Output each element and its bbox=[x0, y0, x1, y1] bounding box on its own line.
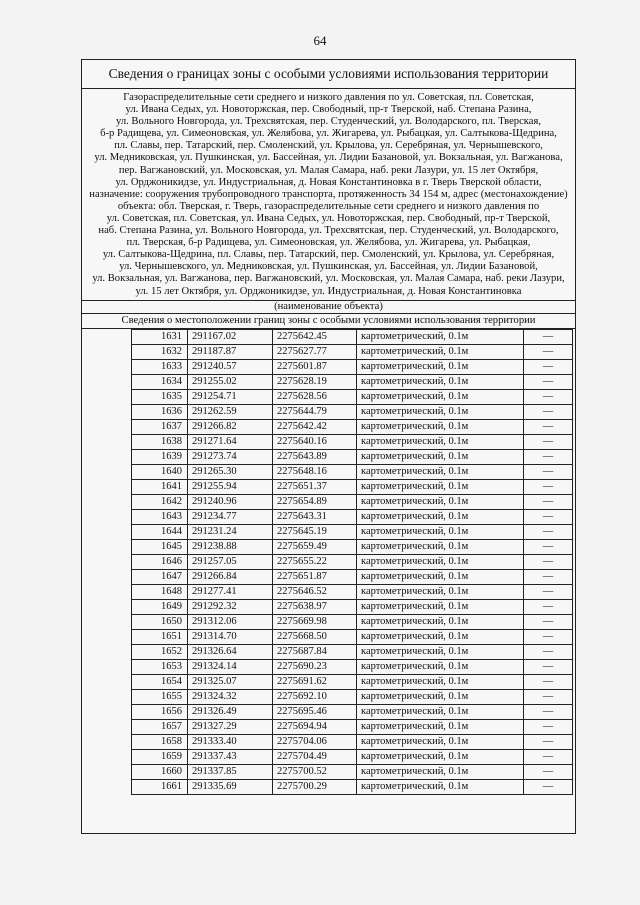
y-coordinate-cell: 2275645.19 bbox=[273, 525, 357, 540]
y-coordinate-cell: 2275640.16 bbox=[273, 435, 357, 450]
method-cell: картометрический, 0.1м bbox=[357, 630, 524, 645]
table-row bbox=[132, 480, 573, 495]
point-number-cell: 1631 bbox=[132, 330, 188, 345]
method-cell: картометрический, 0.1м bbox=[357, 435, 524, 450]
method-cell: картометрический, 0.1м bbox=[357, 360, 524, 375]
y-coordinate-cell: 2275648.16 bbox=[273, 465, 357, 480]
point-number-cell: 1658 bbox=[132, 735, 188, 750]
error-cell: — bbox=[524, 735, 573, 750]
table-row bbox=[132, 555, 573, 570]
y-coordinate-cell: 2275694.94 bbox=[273, 720, 357, 735]
x-coordinate-cell: 291292.32 bbox=[188, 600, 273, 615]
error-cell: — bbox=[524, 375, 573, 390]
coordinates-table bbox=[131, 329, 573, 795]
x-coordinate-cell: 291324.32 bbox=[188, 690, 273, 705]
x-coordinate-cell: 291167.02 bbox=[188, 330, 273, 345]
error-cell: — bbox=[524, 435, 573, 450]
method-cell: картометрический, 0.1м bbox=[357, 375, 524, 390]
point-number-cell: 1632 bbox=[132, 345, 188, 360]
table-row bbox=[132, 420, 573, 435]
y-coordinate-cell: 2275642.42 bbox=[273, 420, 357, 435]
table-row bbox=[132, 450, 573, 465]
error-cell: — bbox=[524, 570, 573, 585]
table-row bbox=[132, 750, 573, 765]
table-row bbox=[132, 465, 573, 480]
table-row bbox=[132, 375, 573, 390]
table-row bbox=[132, 705, 573, 720]
error-cell: — bbox=[524, 345, 573, 360]
error-cell: — bbox=[524, 660, 573, 675]
x-coordinate-cell: 291266.82 bbox=[188, 420, 273, 435]
table-row bbox=[132, 600, 573, 615]
y-coordinate-cell: 2275601.87 bbox=[273, 360, 357, 375]
point-number-cell: 1642 bbox=[132, 495, 188, 510]
point-number-cell: 1651 bbox=[132, 630, 188, 645]
x-coordinate-cell: 291240.57 bbox=[188, 360, 273, 375]
table-row bbox=[132, 330, 573, 345]
error-cell: — bbox=[524, 555, 573, 570]
error-cell: — bbox=[524, 705, 573, 720]
description-line: объекта: обл. Тверская, г. Тверь, газораспределительные сети среднего и низкого давления по bbox=[117, 200, 540, 212]
y-coordinate-cell: 2275659.49 bbox=[273, 540, 357, 555]
table-row bbox=[132, 525, 573, 540]
table-row bbox=[132, 435, 573, 450]
method-cell: картометрический, 0.1м bbox=[357, 555, 524, 570]
y-coordinate-cell: 2275655.22 bbox=[273, 555, 357, 570]
point-number-cell: 1641 bbox=[132, 480, 188, 495]
x-coordinate-cell: 291265.30 bbox=[188, 465, 273, 480]
table-row bbox=[132, 405, 573, 420]
method-cell: картометрический, 0.1м bbox=[357, 495, 524, 510]
y-coordinate-cell: 2275669.98 bbox=[273, 615, 357, 630]
table-row bbox=[132, 780, 573, 795]
y-coordinate-cell: 2275687.84 bbox=[273, 645, 357, 660]
y-coordinate-cell: 2275695.46 bbox=[273, 705, 357, 720]
point-number-cell: 1644 bbox=[132, 525, 188, 540]
y-coordinate-cell: 2275692.10 bbox=[273, 690, 357, 705]
method-cell: картометрический, 0.1м bbox=[357, 675, 524, 690]
point-number-cell: 1649 bbox=[132, 600, 188, 615]
x-coordinate-cell: 291312.06 bbox=[188, 615, 273, 630]
document-title: Сведения о границах зоны с особыми условиями использования территории bbox=[82, 60, 575, 89]
method-cell: картометрический, 0.1м bbox=[357, 345, 524, 360]
method-cell: картометрический, 0.1м bbox=[357, 450, 524, 465]
method-cell: картометрический, 0.1м bbox=[357, 465, 524, 480]
error-cell: — bbox=[524, 585, 573, 600]
x-coordinate-cell: 291271.64 bbox=[188, 435, 273, 450]
y-coordinate-cell: 2275651.37 bbox=[273, 480, 357, 495]
x-coordinate-cell: 291257.05 bbox=[188, 555, 273, 570]
point-number-cell: 1653 bbox=[132, 660, 188, 675]
point-number-cell: 1639 bbox=[132, 450, 188, 465]
table-row bbox=[132, 630, 573, 645]
description-line: б-р Радищева, ул. Симеоновская, ул. Желябова, ул. Жигарева, ул. Рыбацкая, ул. Салтыкова-Щедрина, bbox=[100, 128, 557, 140]
table-row bbox=[132, 690, 573, 705]
description-line: ул. Орджоникидзе, ул. Индустриальная, д. Новая Константиновка в г. Тверь Тверской области, bbox=[115, 176, 542, 188]
error-cell: — bbox=[524, 330, 573, 345]
method-cell: картометрический, 0.1м bbox=[357, 660, 524, 675]
table-row bbox=[132, 675, 573, 690]
point-number-cell: 1659 bbox=[132, 750, 188, 765]
error-cell: — bbox=[524, 690, 573, 705]
table-row bbox=[132, 360, 573, 375]
table-row bbox=[132, 615, 573, 630]
description-line: ул. Чернышевского, ул. Медниковская, ул. Пушкинская, ул. Бассейная, ул. Лидии Базановой, bbox=[119, 261, 538, 273]
x-coordinate-cell: 291234.77 bbox=[188, 510, 273, 525]
method-cell: картометрический, 0.1м bbox=[357, 525, 524, 540]
error-cell: — bbox=[524, 495, 573, 510]
error-cell: — bbox=[524, 360, 573, 375]
table-row bbox=[132, 720, 573, 735]
x-coordinate-cell: 291326.64 bbox=[188, 645, 273, 660]
error-cell: — bbox=[524, 600, 573, 615]
point-number-cell: 1656 bbox=[132, 705, 188, 720]
method-cell: картометрический, 0.1м bbox=[357, 330, 524, 345]
table-row bbox=[132, 735, 573, 750]
method-cell: картометрический, 0.1м bbox=[357, 615, 524, 630]
description-line: ул. Вокзальная, ул. Вагжанова, пер. Вагжановский, ул. Московская, ул. Малая Самара, наб. реки Лазури, bbox=[92, 273, 565, 285]
error-cell: — bbox=[524, 615, 573, 630]
point-number-cell: 1661 bbox=[132, 780, 188, 795]
description-line: пл. Тверская, б-р Радищева, ул. Симеоновская, ул. Желябова, ул. Жигарева, ул. Рыбацкая, bbox=[126, 237, 531, 249]
error-cell: — bbox=[524, 420, 573, 435]
x-coordinate-cell: 291231.24 bbox=[188, 525, 273, 540]
x-coordinate-cell: 291327.29 bbox=[188, 720, 273, 735]
table-row bbox=[132, 585, 573, 600]
x-coordinate-cell: 291335.69 bbox=[188, 780, 273, 795]
x-coordinate-cell: 291262.59 bbox=[188, 405, 273, 420]
method-cell: картометрический, 0.1м bbox=[357, 705, 524, 720]
method-cell: картометрический, 0.1м bbox=[357, 750, 524, 765]
x-coordinate-cell: 291326.49 bbox=[188, 705, 273, 720]
method-cell: картометрический, 0.1м bbox=[357, 780, 524, 795]
x-coordinate-cell: 291255.02 bbox=[188, 375, 273, 390]
description-line: ул. Советская, пл. Советская, ул. Ивана Седых, ул. Новоторжская, пер. Свободный, пр-т Тверской, bbox=[106, 212, 551, 224]
method-cell: картометрический, 0.1м bbox=[357, 420, 524, 435]
method-cell: картометрический, 0.1м bbox=[357, 585, 524, 600]
method-cell: картометрический, 0.1м bbox=[357, 735, 524, 750]
method-cell: картометрический, 0.1м bbox=[357, 405, 524, 420]
x-coordinate-cell: 291254.71 bbox=[188, 390, 273, 405]
table-row bbox=[132, 645, 573, 660]
y-coordinate-cell: 2275654.89 bbox=[273, 495, 357, 510]
error-cell: — bbox=[524, 510, 573, 525]
y-coordinate-cell: 2275642.45 bbox=[273, 330, 357, 345]
description-line: Газораспределительные сети среднего и низкого давления по ул. Советская, пл. Советская, bbox=[123, 92, 534, 103]
y-coordinate-cell: 2275700.29 bbox=[273, 780, 357, 795]
y-coordinate-cell: 2275627.77 bbox=[273, 345, 357, 360]
description-line: ул. Ивана Седых, ул. Новоторжская, пер. Свободный, пр-т Тверской, наб. Степана Разина, bbox=[125, 104, 532, 116]
table-row bbox=[132, 345, 573, 360]
table-row bbox=[132, 495, 573, 510]
x-coordinate-cell: 291337.43 bbox=[188, 750, 273, 765]
method-cell: картометрический, 0.1м bbox=[357, 540, 524, 555]
page-number: 64 bbox=[313, 33, 327, 48]
x-coordinate-cell: 291266.84 bbox=[188, 570, 273, 585]
point-number-cell: 1654 bbox=[132, 675, 188, 690]
y-coordinate-cell: 2275651.87 bbox=[273, 570, 357, 585]
error-cell: — bbox=[524, 450, 573, 465]
point-number-cell: 1648 bbox=[132, 585, 188, 600]
object-caption: (наименование объекта) bbox=[82, 301, 575, 314]
point-number-cell: 1640 bbox=[132, 465, 188, 480]
error-cell: — bbox=[524, 720, 573, 735]
table-row bbox=[132, 390, 573, 405]
method-cell: картометрический, 0.1м bbox=[357, 645, 524, 660]
point-number-cell: 1647 bbox=[132, 570, 188, 585]
x-coordinate-cell: 291314.70 bbox=[188, 630, 273, 645]
y-coordinate-cell: 2275690.23 bbox=[273, 660, 357, 675]
y-coordinate-cell: 2275638.97 bbox=[273, 600, 357, 615]
error-cell: — bbox=[524, 645, 573, 660]
x-coordinate-cell: 291325.07 bbox=[188, 675, 273, 690]
description-line: ул. Вольного Новгорода, ул. Трехсвятская, пер. Студенческий, ул. Володарского, пл. Тверская, bbox=[115, 116, 542, 128]
y-coordinate-cell: 2275668.50 bbox=[273, 630, 357, 645]
point-number-cell: 1646 bbox=[132, 555, 188, 570]
description-line: ул. 15 лет Октября, ул. Орджоникидзе, ул. Индустриальная, д. Новая Константиновка bbox=[135, 285, 522, 297]
method-cell: картометрический, 0.1м bbox=[357, 600, 524, 615]
method-cell: картометрический, 0.1м bbox=[357, 570, 524, 585]
description-line: пл. Славы, пер. Татарский, пер. Смоленский, ул. Крылова, ул. Серебряная, ул. Чернышевского, bbox=[114, 140, 543, 152]
point-number-cell: 1636 bbox=[132, 405, 188, 420]
y-coordinate-cell: 2275644.79 bbox=[273, 405, 357, 420]
y-coordinate-cell: 2275646.52 bbox=[273, 585, 357, 600]
table-row bbox=[132, 570, 573, 585]
y-coordinate-cell: 2275704.49 bbox=[273, 750, 357, 765]
error-cell: — bbox=[524, 765, 573, 780]
point-number-cell: 1652 bbox=[132, 645, 188, 660]
error-cell: — bbox=[524, 465, 573, 480]
description-line: ул. Салтыкова-Щедрина, пл. Славы, пер. Татарский, пер. Смоленский, ул. Крылова, ул. Серебряная, bbox=[102, 249, 555, 261]
point-number-cell: 1660 bbox=[132, 765, 188, 780]
point-number-cell: 1637 bbox=[132, 420, 188, 435]
error-cell: — bbox=[524, 390, 573, 405]
x-coordinate-cell: 291324.14 bbox=[188, 660, 273, 675]
method-cell: картометрический, 0.1м bbox=[357, 510, 524, 525]
error-cell: — bbox=[524, 540, 573, 555]
y-coordinate-cell: 2275704.06 bbox=[273, 735, 357, 750]
error-cell: — bbox=[524, 480, 573, 495]
point-number-cell: 1643 bbox=[132, 510, 188, 525]
point-number-cell: 1633 bbox=[132, 360, 188, 375]
x-coordinate-cell: 291240.96 bbox=[188, 495, 273, 510]
description-line: назначение: сооружения трубопроводного транспорта, протяженность 34 154 м, адрес (местонахождение) bbox=[89, 188, 568, 200]
description-line: ул. Медниковская, ул. Пушкинская, ул. Бассейная, ул. Лидии Базановой, ул. Вокзальная, ул. Вагжанова, bbox=[94, 152, 563, 164]
table-row bbox=[132, 660, 573, 675]
y-coordinate-cell: 2275700.52 bbox=[273, 765, 357, 780]
description-line: наб. Степана Разина, ул. Вольного Новгорода, ул. Трехсвятская, пер. Студенческий, ул. Володарского, bbox=[98, 225, 559, 237]
method-cell: картометрический, 0.1м bbox=[357, 480, 524, 495]
object-description bbox=[82, 89, 575, 301]
method-cell: картометрический, 0.1м bbox=[357, 765, 524, 780]
y-coordinate-cell: 2275691.62 bbox=[273, 675, 357, 690]
point-number-cell: 1638 bbox=[132, 435, 188, 450]
x-coordinate-cell: 291255.94 bbox=[188, 480, 273, 495]
method-cell: картометрический, 0.1м bbox=[357, 720, 524, 735]
table-row bbox=[132, 510, 573, 525]
point-number-cell: 1645 bbox=[132, 540, 188, 555]
point-number-cell: 1655 bbox=[132, 690, 188, 705]
table-row bbox=[132, 765, 573, 780]
location-subheader: Сведения о местоположении границ зоны с особыми условиями использования территории bbox=[82, 314, 575, 329]
x-coordinate-cell: 291337.85 bbox=[188, 765, 273, 780]
error-cell: — bbox=[524, 405, 573, 420]
y-coordinate-cell: 2275643.89 bbox=[273, 450, 357, 465]
method-cell: картометрический, 0.1м bbox=[357, 390, 524, 405]
x-coordinate-cell: 291187.87 bbox=[188, 345, 273, 360]
description-line: пер. Вагжановский, ул. Московская, ул. Малая Самара, наб. реки Лазури, ул. 15 лет Октября, bbox=[118, 164, 539, 176]
error-cell: — bbox=[524, 750, 573, 765]
table-row bbox=[132, 540, 573, 555]
error-cell: — bbox=[524, 675, 573, 690]
document-frame bbox=[81, 59, 576, 834]
x-coordinate-cell: 291333.40 bbox=[188, 735, 273, 750]
error-cell: — bbox=[524, 630, 573, 645]
error-cell: — bbox=[524, 780, 573, 795]
point-number-cell: 1657 bbox=[132, 720, 188, 735]
error-cell: — bbox=[524, 525, 573, 540]
point-number-cell: 1650 bbox=[132, 615, 188, 630]
x-coordinate-cell: 291277.41 bbox=[188, 585, 273, 600]
x-coordinate-cell: 291238.88 bbox=[188, 540, 273, 555]
point-number-cell: 1635 bbox=[132, 390, 188, 405]
x-coordinate-cell: 291273.74 bbox=[188, 450, 273, 465]
point-number-cell: 1634 bbox=[132, 375, 188, 390]
y-coordinate-cell: 2275628.56 bbox=[273, 390, 357, 405]
method-cell: картометрический, 0.1м bbox=[357, 690, 524, 705]
y-coordinate-cell: 2275643.31 bbox=[273, 510, 357, 525]
y-coordinate-cell: 2275628.19 bbox=[273, 375, 357, 390]
